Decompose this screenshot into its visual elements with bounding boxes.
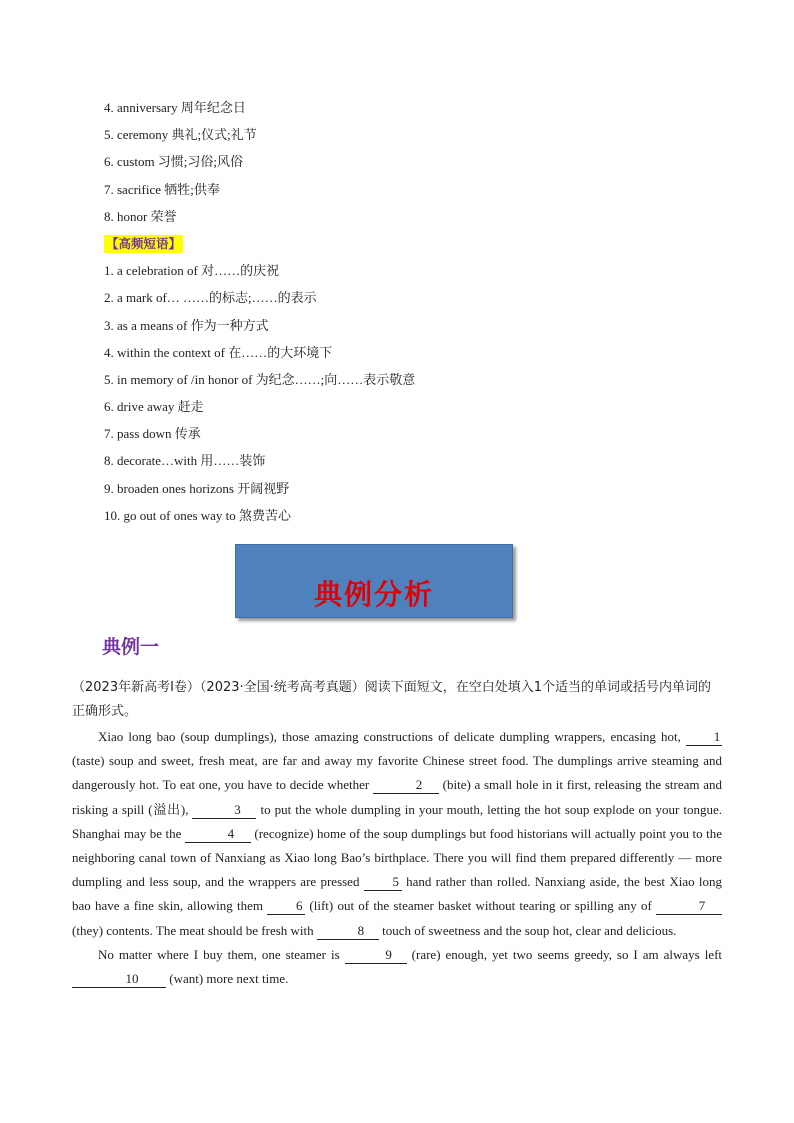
phrase-item: 8. decorate…with 用……装饰 — [104, 453, 266, 469]
phrase-item: 7. pass down 传承 — [104, 426, 201, 442]
phrase-item: 3. as a means of 作为一种方式 — [104, 317, 269, 333]
blank-9[interactable]: 9 — [345, 948, 407, 964]
blank-2[interactable]: 2 — [373, 778, 439, 794]
blank-8[interactable]: 8 — [317, 924, 379, 940]
vocab-item: 7. sacrifice 牺牲;供奉 — [104, 181, 220, 197]
blank-5[interactable]: 5 — [364, 875, 402, 891]
passage-text: Xiao long bao (soup dumplings), those amazing constructions of delicate dumpling wrappers, encasing hot, — [98, 729, 681, 744]
passage-text: (bite) a small hole in it first, releasing the stream and risking a spill (溢出), — [72, 777, 722, 817]
phrases-heading: 【高频短语】 — [106, 235, 182, 251]
question-instructions: （2023年新高考Ⅰ卷）（2023·全国·统考高考真题）阅读下面短文，在空白处填入1个适当的单词或括号内单词的正确形式。 — [72, 680, 712, 719]
section-banner — [235, 544, 513, 618]
passage-text: (lift) out of the steamer basket without tearing or spilling any of — [309, 898, 652, 914]
phrase-item: 6. drive away 赶走 — [104, 399, 204, 415]
blank-3[interactable]: 3 — [192, 803, 256, 819]
passage-paragraph-2 — [72, 943, 722, 991]
blank-6[interactable]: 6 — [267, 899, 305, 915]
passage-text: (recognize) home of the soup dumplings but food historians will actually point you to the neighboring canal town of Nanxiang as Xiao long Bao’s birthplace. There you will find them prepared differently — more dumpling and less soup, and the wrappers are pressed — [72, 825, 723, 890]
phrase-item: 1. a celebration of 对……的庆祝 — [104, 263, 280, 279]
phrase-item: 2. a mark of… ……的标志;……的表示 — [104, 290, 317, 306]
vocab-item: 6. custom 习惯;习俗;风俗 — [104, 154, 244, 170]
passage-paragraph-1 — [72, 725, 722, 943]
banner-title: 典例分析 — [313, 578, 434, 611]
phrase-item: 5. in memory of /in honor of 为纪念……;向……表示敬意 — [104, 371, 416, 387]
reading-passage — [72, 725, 722, 991]
passage-text: touch of sweetness and the soup hot, clear and delicious. — [382, 922, 677, 938]
blank-7[interactable]: 7 — [656, 899, 722, 915]
passage-text: hand rather than rolled. Nanxiang aside, the best Xiao long bao have a fine skin, allowing them — [72, 874, 723, 914]
phrase-item: 9. broaden ones horizons 开阔视野 — [104, 480, 290, 496]
blank-10[interactable]: 10 — [72, 972, 166, 988]
vocab-list — [104, 94, 415, 529]
phrase-item: 10. go out of ones way to 煞费苦心 — [104, 507, 292, 523]
passage-text: to put the whole dumpling in your mouth, letting the hot soup explode on your tongue. Shanghai may be the — [72, 801, 723, 841]
passage-text: (taste) soup and sweet, fresh meat, are far and away my favorite Chinese street food. The dumplings arrive steaming and dangerously hot. To eat one, you have to decide whether — [72, 753, 722, 793]
passage-text: (they) contents. The meat should be fresh with — [72, 922, 314, 938]
vocab-item: 8. honor 荣誉 — [104, 208, 177, 224]
phrases-heading-row — [104, 230, 415, 257]
example-title: 典例一 — [102, 636, 160, 658]
passage-text: (want) more next time. — [169, 971, 289, 987]
vocab-item: 5. ceremony 典礼;仪式;礼节 — [104, 127, 257, 143]
passage-text: No matter where I buy them, one steamer is — [98, 946, 340, 962]
blank-1[interactable]: 1 — [686, 730, 722, 746]
vocab-item: 4. anniversary 周年纪念日 — [104, 100, 246, 115]
phrase-item: 4. within the context of 在……的大环境下 — [104, 344, 333, 360]
blank-4[interactable]: 4 — [185, 827, 251, 843]
passage-text: (rare) enough, yet two seems greedy, so I am always left — [411, 946, 723, 962]
